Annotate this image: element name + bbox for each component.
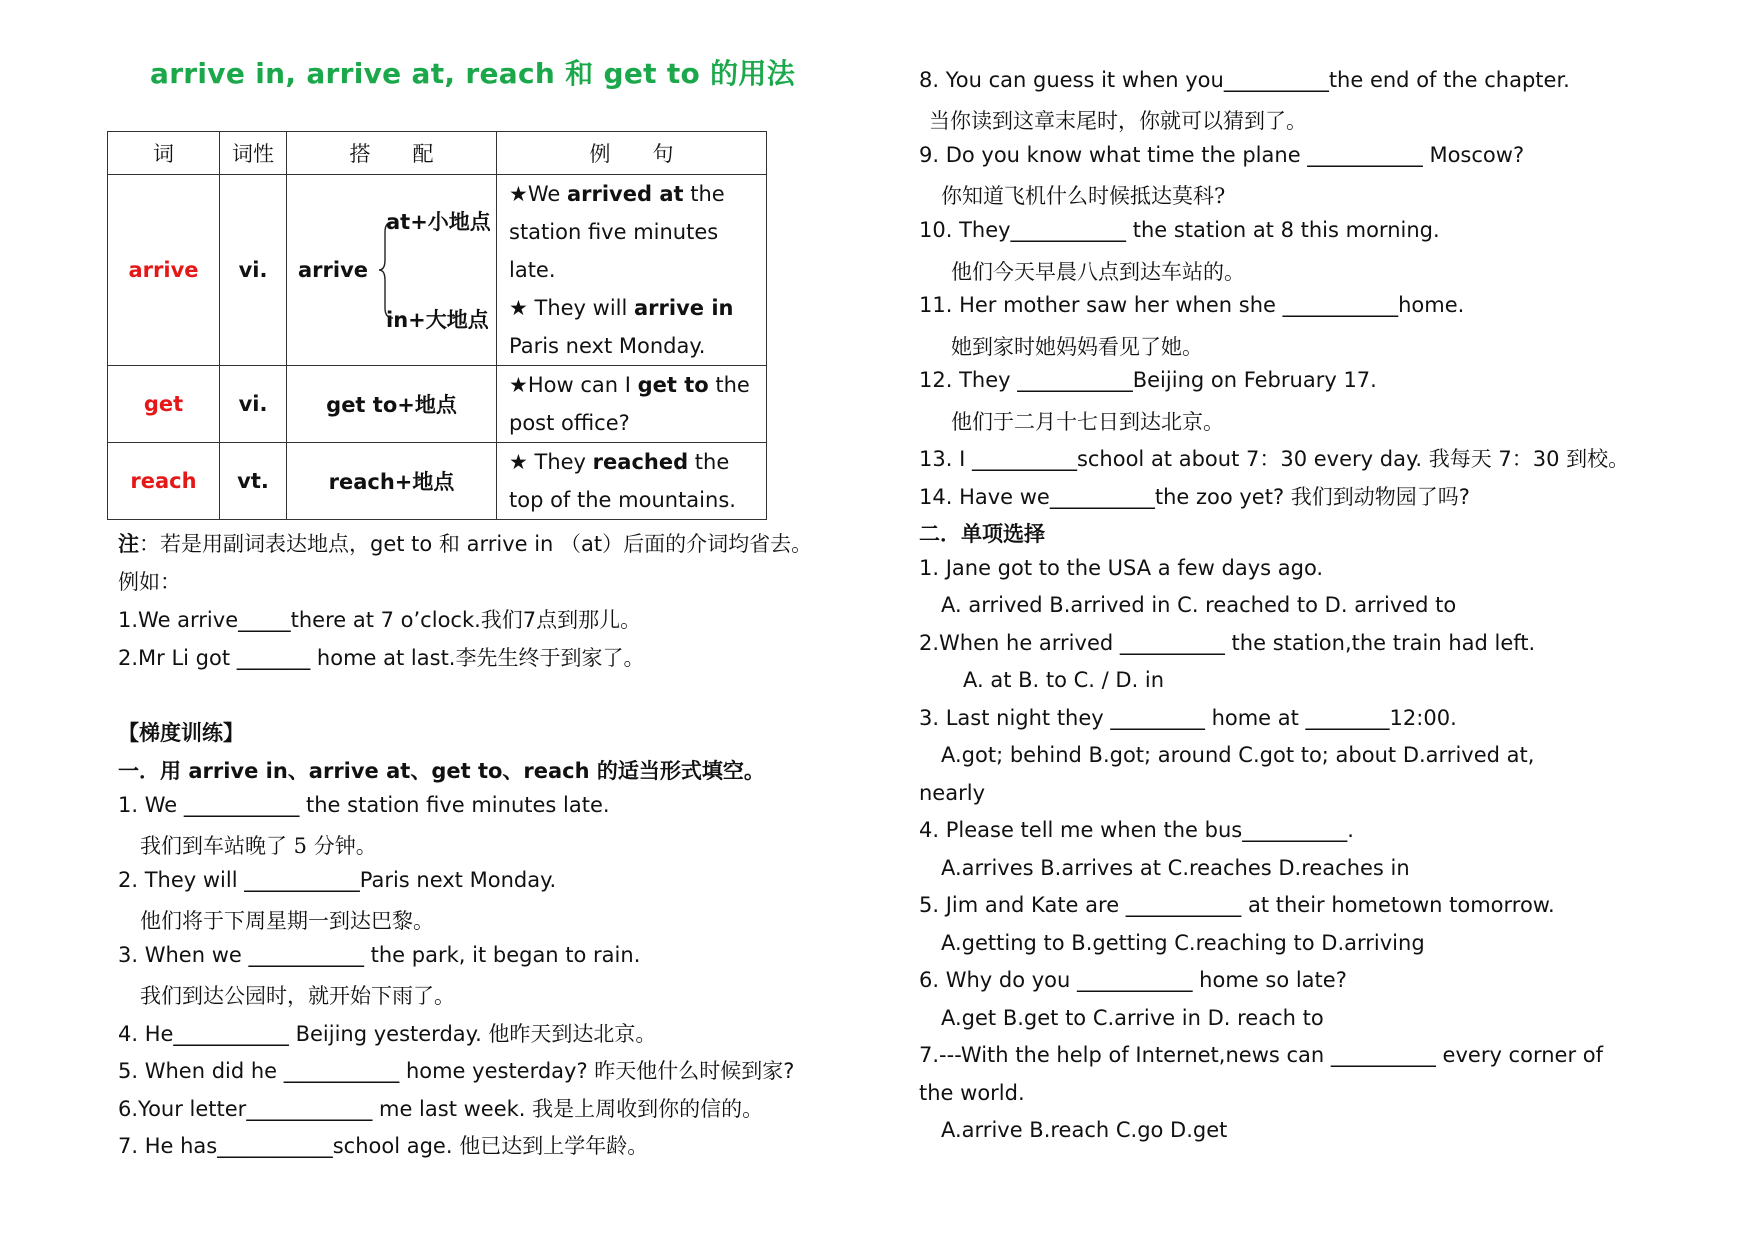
example-cell <box>497 175 767 366</box>
mc-question: 4. Please tell me when the bus__________. <box>919 818 1354 842</box>
word-cell: arrive <box>108 175 220 366</box>
exercise-translation: 当你读到这章末尾时，你就可以猜到了。 <box>929 109 1307 133</box>
table-row <box>108 366 767 443</box>
note-line <box>118 528 812 558</box>
note-text: ：若是用副词表达地点，get to 和 arrive in （at）后面的介词均省去。 <box>139 532 813 556</box>
note-example-1: 1.We arrive_____there at 7 o’clock.我们7点到那儿。 <box>118 608 642 632</box>
mc-options-continued: nearly <box>919 781 985 805</box>
example-text: the post office? <box>509 373 750 435</box>
example-keyword: arrive in <box>634 296 734 320</box>
mc-options: A. arrived B.arrived in C. reached to D. arrived to <box>941 593 1457 617</box>
exercise-translation: 他们将于下周星期一到达巴黎。 <box>140 909 434 933</box>
combo-cell: get to+地点 <box>287 366 497 443</box>
example-text: the top of the mountains. <box>509 450 736 512</box>
section1-heading <box>118 755 765 785</box>
example-cell <box>497 366 767 443</box>
exercise-item: 1. We ___________ the station five minutes late. <box>118 793 610 817</box>
example-text: ★We <box>509 182 567 206</box>
example-text: Paris next Monday. <box>509 334 706 358</box>
exercise-translation: 我们到车站晚了 5 分钟。 <box>140 834 377 858</box>
note-example-label: 例如： <box>118 570 181 594</box>
mc-question-continued: the world. <box>919 1081 1025 1105</box>
exercise-item: 10. They___________ the station at 8 this morning. <box>919 218 1440 242</box>
header-combo: 搭 配 <box>287 132 497 175</box>
example-cell <box>497 443 767 520</box>
exercise-translation: 他们于二月十七日到达北京。 <box>951 410 1224 434</box>
mc-question: 3. Last night they _________ home at ________12:00. <box>919 706 1457 730</box>
section2-heading: 二．单项选择 <box>919 521 1045 546</box>
mc-question: 1. Jane got to the USA a few days ago. <box>919 556 1324 580</box>
exercise-translation: 你知道飞机什么时候抵达莫科? <box>941 184 1226 208</box>
mc-question: 2.When he arrived __________ the station,the train had left. <box>919 631 1536 655</box>
exercise-item: 13. I __________school at about 7：30 every day. 我每天 7：30 到校。 <box>919 447 1630 471</box>
combo-cell <box>287 175 497 366</box>
exercise-item: 12. They ___________Beijing on February 17. <box>919 368 1377 392</box>
example-text: ★ They will <box>509 296 635 320</box>
mc-question: 6. Why do you ___________ home so late? <box>919 968 1347 992</box>
example-text: ★ They <box>509 450 593 474</box>
combo-brace-group <box>287 196 496 344</box>
section1-prefix: 一．用 <box>118 759 189 783</box>
example-keyword: arrived at <box>566 182 684 206</box>
header-pos: 词性 <box>220 132 287 175</box>
mc-options: A. at B. to C. / D. in <box>963 668 1165 692</box>
combo-verb: arrive <box>298 258 369 282</box>
training-heading: 【梯度训练】 <box>118 721 244 745</box>
table-header-row <box>108 132 767 175</box>
table-row <box>108 175 767 366</box>
note-example-2: 2.Mr Li got _______ home at last.李先生终于到家了。 <box>118 646 645 670</box>
exercise-item: 4. He___________ Beijing yesterday. 他昨天到达北京。 <box>118 1022 657 1046</box>
exercise-item: 11. Her mother saw her when she ___________home. <box>919 293 1465 317</box>
mc-options: A.arrives B.arrives at C.reaches D.reaches in <box>941 856 1410 880</box>
combo-bottom: in+大地点 <box>386 308 489 332</box>
mc-question: 5. Jim and Kate are ___________ at their hometown tomorrow. <box>919 893 1555 917</box>
mc-options: A.arrive B.reach C.go D.get <box>941 1118 1228 1142</box>
example-text: the station five minutes late. <box>509 182 725 282</box>
section1-words: arrive in、arrive at、get to、reach <box>188 759 590 783</box>
mc-question: 7.---With the help of Internet,news can __________ every corner of <box>919 1043 1603 1067</box>
mc-options: A.get B.get to C.arrive in D. reach to <box>941 1006 1324 1030</box>
mc-options: A.got; behind B.got; around C.got to; about D.arrived at, <box>941 743 1535 767</box>
combo-cell: reach+地点 <box>287 443 497 520</box>
exercise-item: 3. When we ___________ the park, it began to rain. <box>118 943 641 967</box>
exercise-translation: 她到家时她妈妈看见了她。 <box>951 335 1203 359</box>
mc-options: A.getting to B.getting C.reaching to D.arriving <box>941 931 1425 955</box>
exercise-item: 2. They will ___________Paris next Monday. <box>118 868 557 892</box>
note-label: 注 <box>118 531 139 556</box>
example-text: ★How can I <box>509 373 638 397</box>
exercise-translation: 他们今天早晨八点到达车站的。 <box>951 260 1245 284</box>
pos-cell: vt. <box>220 443 287 520</box>
exercise-item: 8. You can guess it when you__________the end of the chapter. <box>919 68 1570 92</box>
header-example: 例 句 <box>497 132 767 175</box>
exercise-item: 6.Your letter____________ me last week. 我是上周收到你的信的。 <box>118 1097 764 1121</box>
table-row <box>108 443 767 520</box>
exercise-item: 14. Have we__________the zoo yet? 我们到动物园了吗? <box>919 485 1470 509</box>
word-cell: reach <box>108 443 220 520</box>
word-cell: get <box>108 366 220 443</box>
pos-cell: vi. <box>220 366 287 443</box>
usage-table <box>107 131 767 520</box>
page-title: arrive in, arrive at, reach 和 get to 的用法 <box>150 57 796 90</box>
exercise-item: 7. He has___________school age. 他已达到上学年龄。 <box>118 1134 649 1158</box>
exercise-item: 9. Do you know what time the plane ___________ Moscow? <box>919 143 1525 167</box>
header-word: 词 <box>108 132 220 175</box>
example-keyword: get to <box>637 373 709 397</box>
exercise-item: 5. When did he ___________ home yesterday? 昨天他什么时候到家? <box>118 1059 795 1083</box>
example-keyword: reached <box>592 450 689 474</box>
section1-suffix: 的适当形式填空。 <box>589 759 765 783</box>
exercise-translation: 我们到达公园时，就开始下雨了。 <box>140 984 455 1008</box>
pos-cell: vi. <box>220 175 287 366</box>
combo-top: at+小地点 <box>386 210 491 234</box>
